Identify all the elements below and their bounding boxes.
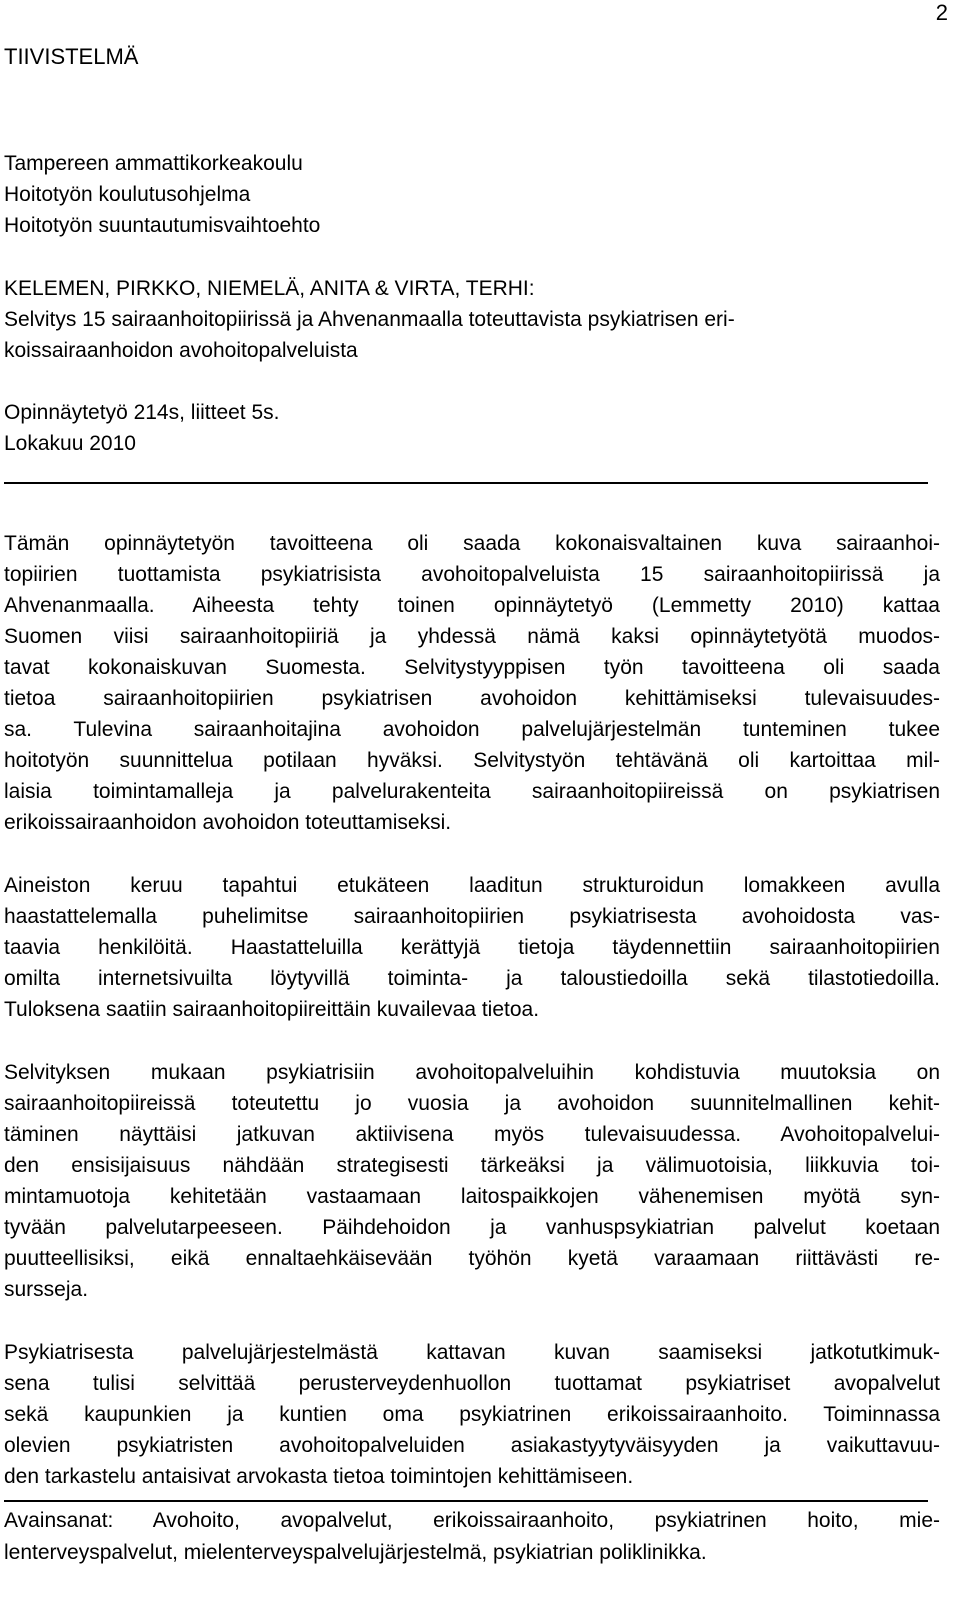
abstract-paragraph <box>4 870 940 1025</box>
text-line: den ensisijaisuus nähdään strategisesti tärkeäksi ja välimuotoisia, liikkuvia toi- <box>4 1154 940 1177</box>
text-line: Tuloksena saatiin sairaanhoitopiireittäin kuvailevaa tietoa. <box>4 998 540 1021</box>
text-line: tyvään palvelutarpeeseen. Päihdehoidon ja vanhuspsykiatrian palvelut koetaan <box>4 1216 940 1239</box>
thesis-info: Opinnäytetyö 214s, liitteet 5s. <box>4 401 280 424</box>
text-line: sursseja. <box>4 1278 89 1301</box>
thesis-title-line: Selvitys 15 sairaanhoitopiirissä ja Ahvenanmaalla toteuttavista psykiatrisen eri- <box>4 308 735 331</box>
thesis-date: Lokakuu 2010 <box>4 432 136 455</box>
page-number: 2 <box>935 0 948 25</box>
abstract-paragraph <box>4 1057 940 1305</box>
keywords <box>4 1505 940 1569</box>
text-line: topiirien tuottamista psykiatrisista avohoitopalveluista 15 sairaanhoitopiirissä ja <box>4 563 940 586</box>
programme-name: Hoitotyön koulutusohjelma <box>4 183 251 206</box>
keywords-line: Avainsanat: Avohoito, avopalvelut, erikoissairaanhoito, psykiatrinen hoito, mie- <box>4 1509 940 1532</box>
text-line: haastattelemalla puhelimitse sairaanhoitopiirien psykiatrisesta avohoidosta vas- <box>4 905 940 928</box>
text-line: Aineiston keruu tapahtui etukäteen laaditun strukturoidun lomakkeen avulla <box>4 874 940 897</box>
text-line: taavia henkilöitä. Haastatteluilla kerättyjä tietoja täydennettiin sairaanhoitopiirien <box>4 936 940 959</box>
top-divider <box>4 482 928 484</box>
text-line: laisia toimintamalleja ja palvelurakenteita sairaanhoitopiireissä on psykiatrisen <box>4 780 940 803</box>
text-line: täminen näyttäisi jatkuvan aktiivisena myös tulevaisuudessa. Avohoitopalvelui- <box>4 1123 940 1146</box>
text-line: Selvityksen mukaan psykiatrisiin avohoitopalveluihin kohdistuvia muutoksia on <box>4 1061 940 1084</box>
text-line: puutteellisiksi, eikä ennaltaehkäisevään työhön kyetä varaamaan riittävästi re- <box>4 1247 940 1270</box>
text-line: sa. Tulevina sairaanhoitajina avohoidon palvelujärjestelmän tunteminen tukee <box>4 718 940 741</box>
text-line: omilta internetsivuilta löytyvillä toiminta- ja taloustiedoilla sekä tilastotiedoilla. <box>4 967 940 990</box>
thesis-metadata <box>4 148 944 459</box>
specialisation-name: Hoitotyön suuntautumisvaihtoehto <box>4 214 321 237</box>
text-line: hoitotyön suunnittelua potilaan hyväksi. Selvitystyön tehtävänä oli kartoittaa mil- <box>4 749 940 772</box>
abstract-body <box>4 528 940 1524</box>
text-line: Tämän opinnäytetyön tavoitteena oli saada kokonaisvaltainen kuva sairaanhoi- <box>4 532 940 555</box>
text-line: sairaanhoitopiireissä toteutettu jo vuosia ja avohoidon suunnitelmallinen kehit- <box>4 1092 940 1115</box>
text-line: tavat kokonaiskuvan Suomesta. Selvitystyyppisen työn tavoitteena oli saada <box>4 656 940 679</box>
text-line: Suomen viisi sairaanhoitopiiriä ja yhdessä nämä kaksi opinnäytetyötä muodos- <box>4 625 940 648</box>
abstract-paragraph <box>4 528 940 838</box>
text-line: erikoissairaanhoidon avohoidon toteuttamiseksi. <box>4 811 452 834</box>
page-title: TIIVISTELMÄ <box>4 44 139 69</box>
school-name: Tampereen ammattikorkeakoulu <box>4 152 303 175</box>
text-line: olevien psykiatristen avohoitopalveluiden asiakastyytyväisyyden ja vaikuttavuu- <box>4 1434 940 1457</box>
keywords-line: lenterveyspalvelut, mielenterveyspalvelujärjestelmä, psykiatrian poliklinikka. <box>4 1541 707 1564</box>
text-line: mintamuotoja kehitetään vastaamaan laitospaikkojen vähenemisen myötä syn- <box>4 1185 940 1208</box>
bottom-divider <box>4 1500 928 1502</box>
text-line: Psykiatrisesta palvelujärjestelmästä kattavan kuvan saamiseksi jatkotutkimuk- <box>4 1341 940 1364</box>
text-line: den tarkastelu antaisivat arvokasta tietoa toimintojen kehittämiseen. <box>4 1465 634 1488</box>
text-line: Ahvenanmaalla. Aiheesta tehty toinen opinnäytetyö (Lemmetty 2010) kattaa <box>4 594 940 617</box>
text-line: sena tulisi selvittää perusterveydenhuollon tuottamat psykiatriset avopalvelut <box>4 1372 940 1395</box>
authors: KELEMEN, PIRKKO, NIEMELÄ, ANITA & VIRTA, TERHI: <box>4 277 535 300</box>
thesis-title-line: koissairaanhoidon avohoitopalveluista <box>4 339 358 362</box>
abstract-paragraph <box>4 1337 940 1492</box>
text-line: tietoa sairaanhoitopiirien psykiatrisen avohoidon kehittämiseksi tulevaisuudes- <box>4 687 940 710</box>
text-line: sekä kaupunkien ja kuntien oma psykiatrinen erikoissairaanhoito. Toiminnassa <box>4 1403 940 1426</box>
